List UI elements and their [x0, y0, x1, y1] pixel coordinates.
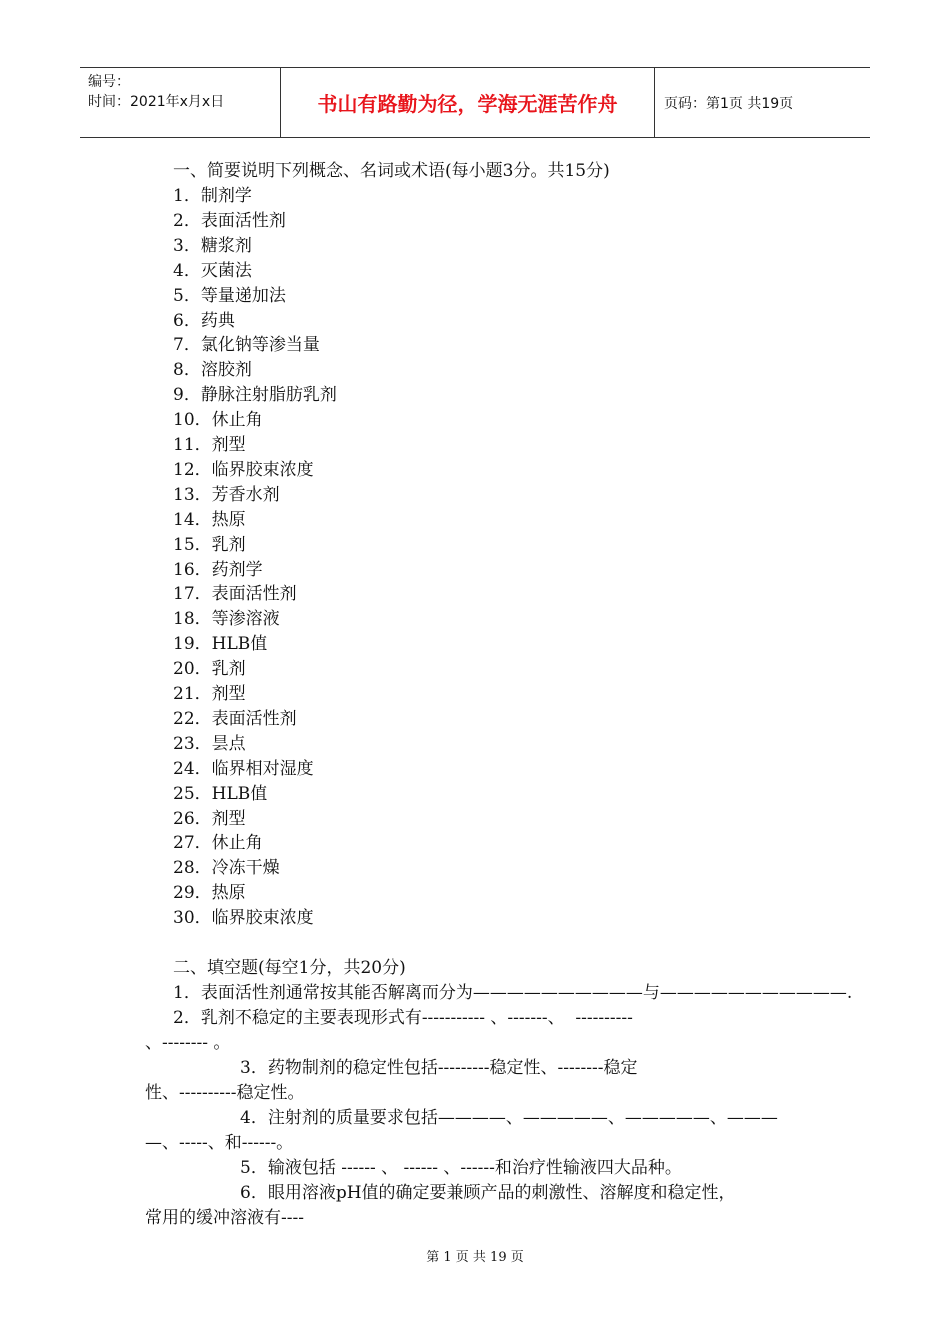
- header-motto: 书山有路勤为径，学海无涯苦作舟: [281, 68, 655, 137]
- serial-label: 编号：: [88, 74, 130, 90]
- term-item: 17．表面活性剂: [173, 584, 297, 605]
- term-item: 9．静脉注射脂肪乳剂: [173, 385, 337, 406]
- term-item: 30．临界胶束浓度: [173, 908, 314, 929]
- term-item: 27．休止角: [173, 833, 263, 854]
- fill-line: 5．输液包括 ------ 、 ------ 、------和治疗性输液四大品种。: [240, 1158, 682, 1178]
- term-item: 1．制剂学: [173, 186, 252, 206]
- term-item: 5．等量递加法: [173, 285, 286, 306]
- term-item: 16．药剂学: [173, 559, 263, 580]
- term-item: 18．等渗溶液: [173, 609, 280, 630]
- term-item: 4．灭菌法: [173, 260, 252, 281]
- term-item: 21．剂型: [173, 684, 246, 704]
- term-item: 13．芳香水剂: [173, 484, 280, 505]
- term-item: 19．HLB值: [173, 634, 268, 655]
- term-item: 2．表面活性剂: [173, 210, 286, 231]
- fill-line: 4．注射剂的质量要求包括————、—————、—————、———: [240, 1108, 778, 1128]
- term-item: 10．休止角: [173, 410, 263, 431]
- term-item: 23．昙点: [173, 733, 246, 754]
- fill-line: 常用的缓冲溶液有----: [145, 1208, 304, 1228]
- fill-line: 1．表面活性剂通常按其能否解离而分为——————————与———————————.: [173, 983, 853, 1003]
- section2-title: 二、填空题(每空1分，共20分): [173, 958, 406, 978]
- term-item: 22．表面活性剂: [173, 708, 297, 729]
- fill-line: 3．药物制剂的稳定性包括---------稳定性、--------稳定: [240, 1058, 638, 1078]
- page-footer: 第 1 页 共 19 页: [426, 1250, 524, 1265]
- term-item: 12．临界胶束浓度: [173, 459, 314, 480]
- section1-title: 一、简要说明下列概念、名词或术语(每小题3分。共15分): [173, 161, 610, 181]
- term-item: 29．热原: [173, 883, 246, 904]
- fill-line: 6．眼用溶液pH值的确定要兼顾产品的刺激性、溶解度和稳定性，: [240, 1183, 736, 1203]
- term-item: 8．溶胶剂: [173, 360, 252, 381]
- term-item: 15．乳剂: [173, 534, 246, 555]
- header-meta: [80, 68, 281, 137]
- term-item: 11．剂型: [173, 435, 246, 455]
- term-item: 20．乳剂: [173, 659, 246, 680]
- fill-line: 性、----------稳定性。: [145, 1083, 305, 1103]
- term-item: 24．临界相对湿度: [173, 758, 314, 779]
- term-item: 7．氯化钠等渗当量: [173, 335, 320, 356]
- time-label: 时间：2021年x月x日: [88, 94, 225, 110]
- fill-line: —、-----、和------。: [145, 1133, 294, 1153]
- term-item: 25．HLB值: [173, 783, 268, 804]
- term-item: 26．剂型: [173, 808, 246, 829]
- fill-line: 、-------- 。: [145, 1033, 231, 1053]
- fill-line: 2．乳剂不稳定的主要表现形式有----------- 、-------、 ----------: [173, 1008, 633, 1028]
- term-item: 28．冷冻干燥: [173, 858, 280, 879]
- page-header: [80, 67, 870, 138]
- header-page-code: 页码：第1页 共19页: [664, 95, 794, 112]
- term-item: 3．糖浆剂: [173, 235, 252, 256]
- term-item: 6．药典: [173, 310, 235, 331]
- term-item: 14．热原: [173, 509, 246, 530]
